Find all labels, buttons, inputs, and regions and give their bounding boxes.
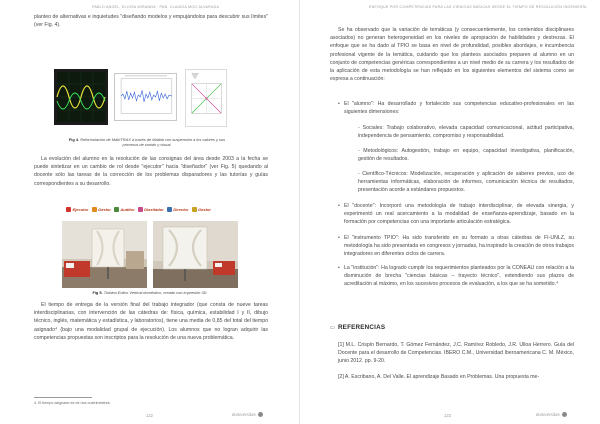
right-page <box>300 0 600 424</box>
paragraph: Se ha observado que la variación de temáticas (y consecuentemente, los contenidos disciplinares asociados) no generan heterogeneidad en los niveles de apropiación de habilidades y destrezas. El enfoque que se ha dado al TPIO se basa en nivel de profundidad, posibles abordajes, e incumbencia profesional vigente de la temática, cuidando que los planteos asociados preparen al alumno en un conjunto de competencias genéricas correspondientes a un nivel medio de su carrera y los resultados de la aplicación de esta metodología se han reflejado en los siguientes elementos del sistema como se expresa a continuación: <box>330 27 574 83</box>
figure-4-caption-text: Reformulación de MathTRAX a través de Matlab con suspensión a los valores y sus procesos de sonido y visual. <box>80 137 226 147</box>
role-item: Gestor <box>92 207 111 212</box>
role-item: Ejecutor <box>66 207 89 212</box>
bullet-icon: • <box>338 235 340 241</box>
reference-item: [2] A. Escribano, A. Del Valle. El aprendizaje Basado en Problemas. Una propuesta me- <box>338 374 540 380</box>
brand-name: Iluniversitas <box>536 412 560 417</box>
turbine-photo-image <box>62 221 147 288</box>
role-item: Director <box>167 207 189 212</box>
role-icon <box>138 207 143 212</box>
role-icon <box>167 207 172 212</box>
oscilloscope-image <box>54 69 108 125</box>
role-icon <box>114 207 119 212</box>
role-item: Diseñador <box>138 207 164 212</box>
figure-5-caption-text: Turbina Eólico Vertical doméstico, creado con impresión 3D. <box>103 290 208 295</box>
role-item: Gestor <box>192 207 211 212</box>
figure-5 <box>62 221 238 288</box>
role-item: Auditor <box>114 207 135 212</box>
section-title: REFERENCIAS <box>337 324 386 331</box>
running-head: ENFOQUE POR COMPETENCIAS PARA LAS CIENCIAS BÁSICAS DESDE EL TIEMPO DE RESOLUCIÓN INGENIERÍA <box>369 5 587 9</box>
list-item-text: La "institución": Ha logrado cumplir los requerimientos planteados por la CONEAU con relación a la disminución de brecha "ciencias básicas – trayecto técnico", extendiendo sus plazos de acreditación al máximo, en los sucesivos procesos de evaluación, a los que se ha sometido.⁴ <box>344 265 574 288</box>
page-number: 123 <box>444 413 451 418</box>
paragraph: planteo de alternativas e inquietudes "diseñando modelos y empujándolos para descubrir sus límites" (ver Fig. 4). <box>34 14 268 29</box>
roles-strip <box>66 204 236 215</box>
paragraph: La evolución del alumno en la resolución de las consignas del área desde 2003 a la fecha se puede sintetizar en un cambio de rol desde "ejecutor" hacia "diseñador" (ver Fig. 5) quedando al docente sólo las tareas de la corrección de los problemas disparadores y las tutorías y guías correspondientes a su desarrollo. <box>34 156 268 187</box>
sub-item: - Metodológicos: Autogestión, trabajo en equipo, capacidad investigativa, planificación, gestión de resultados. <box>358 148 574 163</box>
figure-4 <box>54 67 228 129</box>
sub-item: - Científico-Técnicos: Modelización, recuperación y aplicación de saberes previos, uso de herramientas informáticas, elaboración de informes, comunicación técnica de resultados, presentación acorde a estándares propuestos. <box>358 171 574 194</box>
sub-item: - Sociales: Trabajo colaborativo, elevada capacidad comunicacional, actitud participativa, independencia de pensamiento, compromiso y responsabilidad. <box>358 125 574 140</box>
left-page <box>0 0 299 424</box>
list-item <box>338 202 574 227</box>
signal-plot-image <box>114 73 177 121</box>
brand-name: Iluniversitas <box>232 412 256 417</box>
brand-mark <box>232 412 263 417</box>
turbine-photo-image <box>153 221 238 288</box>
list-item-text: El "docente": Incorporó una metodología de trabajo interdisciplinar, de elevada sinergia, y experimentó un real acercamiento a la modalidad de enseñanza-aprendizaje, basado en la formación por competencias con una importante articulación estratégica. <box>344 203 574 226</box>
footnote-divider <box>34 397 92 398</box>
brand-logo-icon <box>258 412 263 417</box>
bullet-icon: • <box>338 203 340 209</box>
figure-4-caption <box>64 137 230 147</box>
list-item <box>338 264 574 289</box>
phase-plot-image <box>185 69 227 127</box>
list-item-text: El "instrumento TPIO": Ha sido transferido en su formato a otras cátedras de FI-UNLZ, su metodología ha sido presentada en congresos y jornadas, ha inspirado la creación de otros trabajos integradores en diferentes ciclos de carrera. <box>344 235 574 258</box>
figure-5-label: Fig 5. <box>92 290 103 295</box>
brand-mark <box>536 412 567 417</box>
figure-5-caption <box>62 290 238 295</box>
list-item-text: El "alumno": Ha desarrollado y fortalecido sus competencias educativo-profesionales en las siguientes dimensiones: <box>344 101 574 116</box>
role-icon <box>66 207 71 212</box>
role-icon <box>92 207 97 212</box>
paragraph: El tiempo de entrega de la versión final del trabajo integrador (que consta de nueve tareas interdisciplinarias, con intervención de las cátedras de: física, química, estabilidad I y II, dibujo técnico, inglés, matemática y estadística, y laboratorios), tiene una media de 0,85 del total del tiempo asignado⁴ (bajo una modalidad grupal de ejecución). Los alumnos que no logran adquirir las competencias propuestas son inscriptos para la resolución de una nueva problemática. <box>34 302 268 341</box>
figure-4-label: Fig 4. <box>68 137 80 142</box>
bullet-icon: • <box>338 101 340 107</box>
brand-logo-icon <box>562 412 567 417</box>
section-heading <box>330 324 385 331</box>
footnote: 4. El tiempo asignado es de dos cuatrimestres. <box>34 401 111 405</box>
list-item <box>338 234 574 259</box>
bullet-icon: • <box>338 265 340 271</box>
section-marker-icon: ▭ <box>330 324 335 331</box>
page-number: 122 <box>146 413 153 418</box>
role-icon <box>192 207 197 212</box>
running-head: PABLO ANGEL, ELOISA MIRANDA · PAB. CLAUDIA MOO ALVARADA <box>92 5 220 9</box>
list-item <box>338 100 574 116</box>
reference-item: [1] M.L. Crispín Bernardo, T. Gómez Fernández, J.C. Ramírez Robledo, J.R. Ulloa Herrero. Guía del Docente para el desarrollo de Competencias. IBERO C.M., Universidad Iberoamericana C. M. México, junio 2012. pp. 9-20. <box>338 342 574 365</box>
